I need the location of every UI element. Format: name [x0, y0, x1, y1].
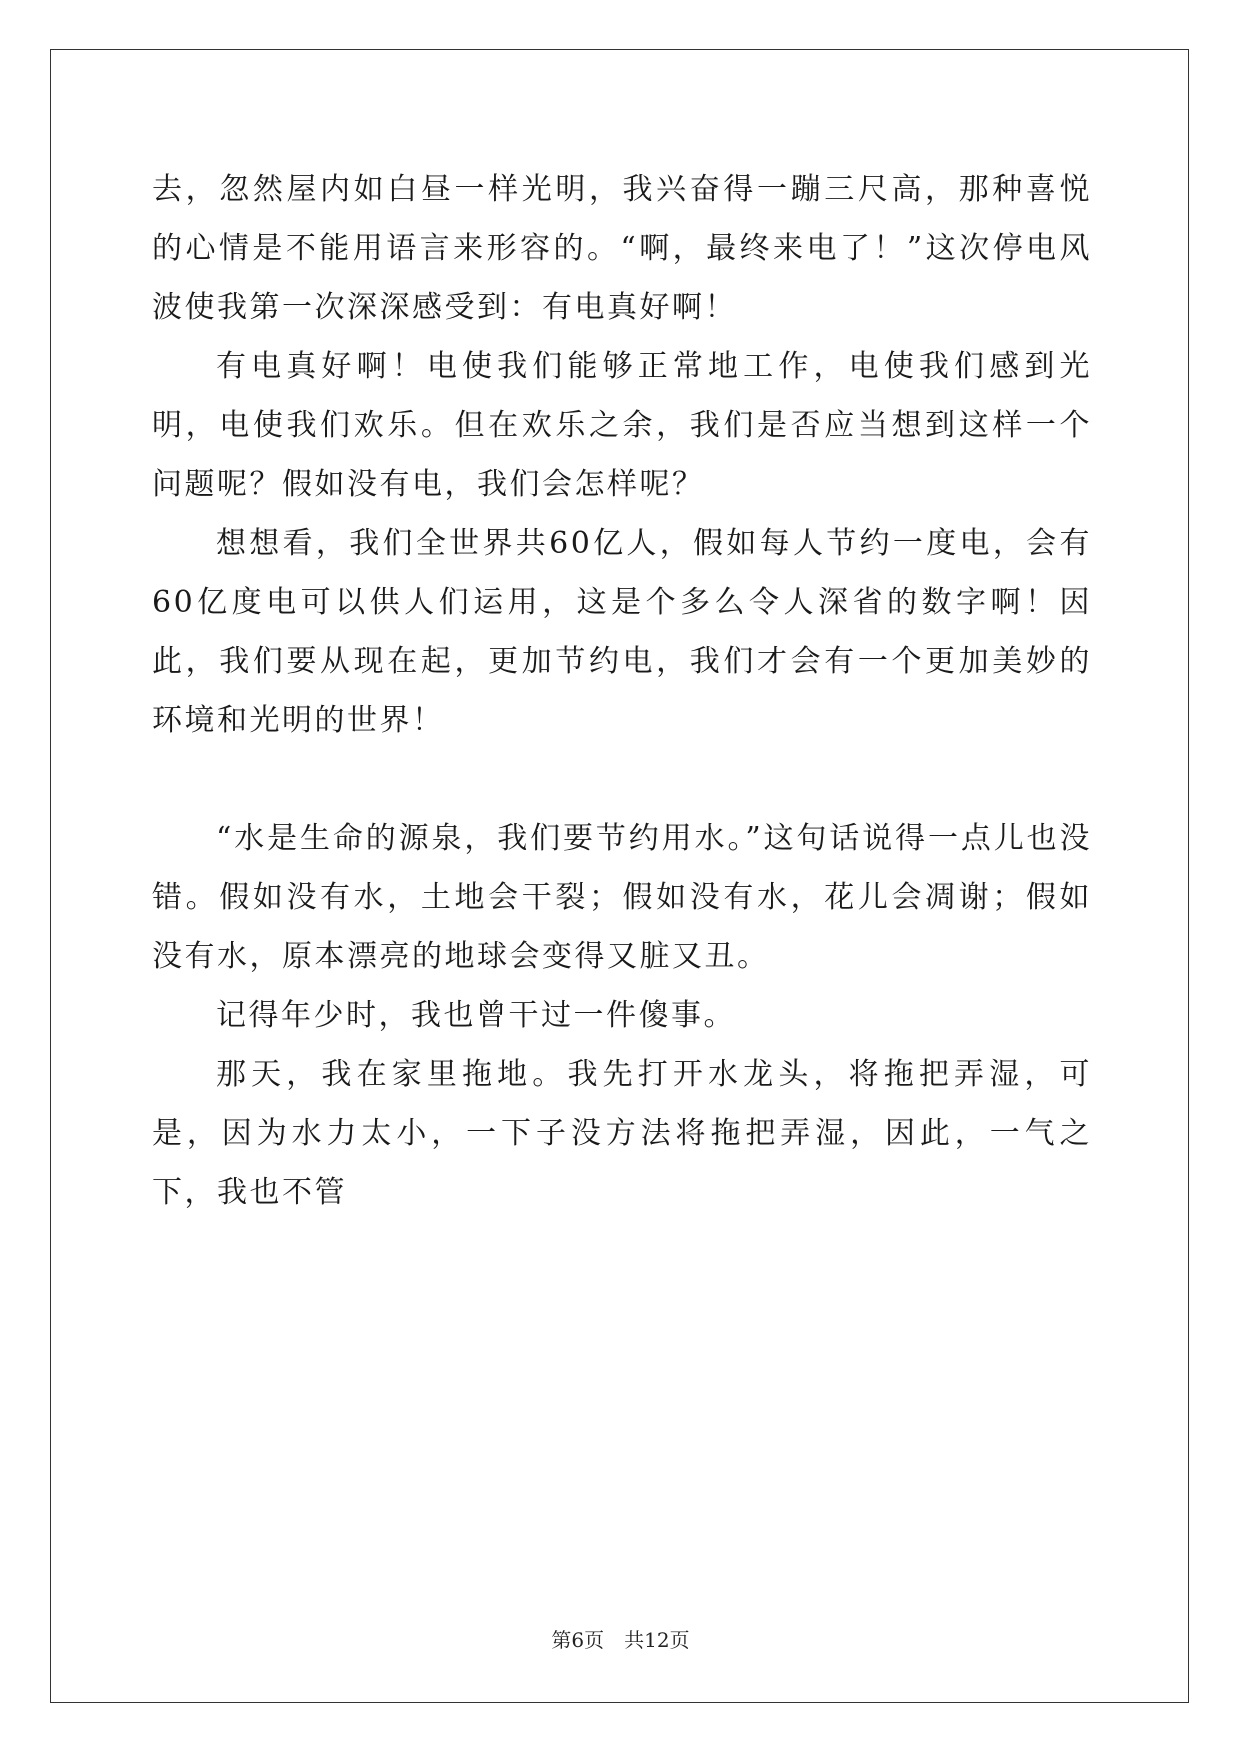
- paragraph-2: 有电真好啊！电使我们能够正常地工作，电使我们感到光明，电使我们欢乐。但在欢乐之余，我们是否应当想到这样一个问题呢？假如没有电，我们会怎样呢？: [152, 349, 1092, 502]
- paragraph-3: 想想看，我们全世界共60亿人，假如每人节约一度电，会有60亿度电可以供人们运用，这是个多么令人深省的数字啊！因此，我们要从现在起，更加节约电，我们才会有一个更加美妙的环境和光明的世界！: [152, 526, 1092, 738]
- paragraph-5: 记得年少时，我也曾干过一件傻事。: [216, 998, 736, 1033]
- paragraph-6: 那天，我在家里拖地。我先打开水龙头，将拖把弄湿，可是，因为水力太小，一下子没方法将拖把弄湿，因此，一气之下，我也不管: [152, 1057, 1092, 1210]
- page-number-footer: 第6页 共12页: [551, 1628, 690, 1652]
- paragraph-4: “水是生命的源泉，我们要节约用水。”这句话说得一点儿也没错。假如没有水，土地会干裂；假如没有水，花儿会凋谢；假如没有水，原本漂亮的地球会变得又脏又丑。: [152, 821, 1092, 974]
- document-body: [152, 160, 1092, 1222]
- section-gap: [152, 750, 1092, 809]
- paragraph-1: 去，忽然屋内如白昼一样光明，我兴奋得一蹦三尺高，那种喜悦的心情是不能用语言来形容的。“啊，最终来电了！”这次停电风波使我第一次深深感受到：有电真好啊！: [152, 172, 1092, 325]
